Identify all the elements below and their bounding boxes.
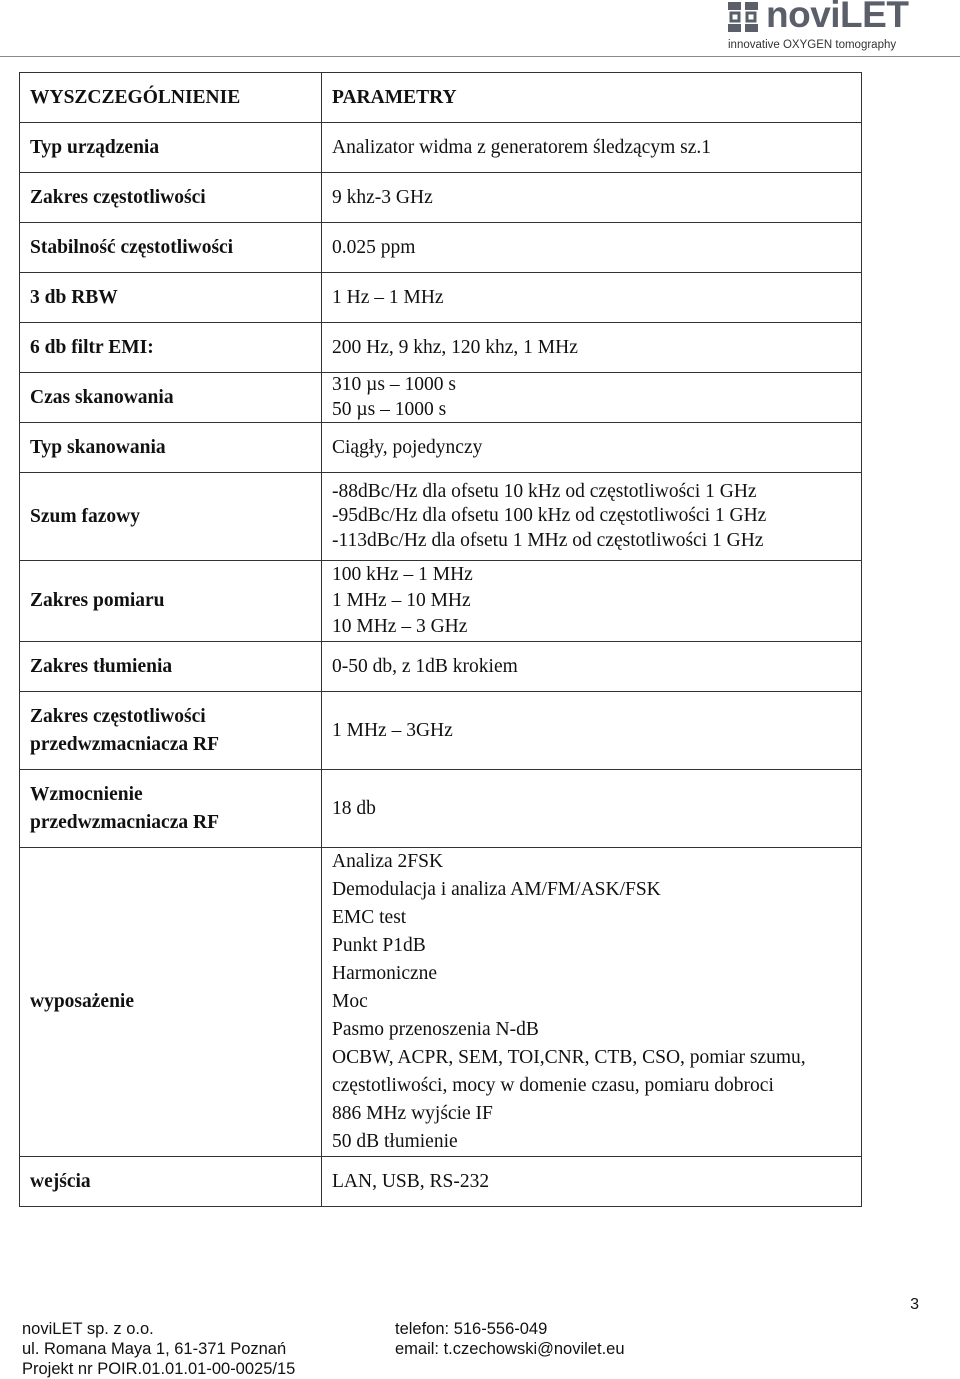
spec-value-line: 200 Hz, 9 khz, 120 khz, 1 MHz [332, 336, 578, 358]
spec-label [20, 123, 322, 173]
spec-value-line: 1 Hz – 1 MHz [332, 286, 444, 308]
spec-value [322, 123, 862, 173]
spec-value-line: 9 khz-3 GHz [332, 186, 433, 208]
footer-company: noviLET sp. z o.o. [22, 1320, 154, 1338]
spec-label-line: wejścia [30, 1170, 91, 1192]
spec-value-line: 100 kHz – 1 MHz [332, 564, 473, 585]
spec-value-line: 886 MHz wyjście IF [332, 1103, 493, 1124]
spec-value-line: -113dBc/Hz dla ofsetu 1 MHz od częstotliwości 1 GHz [332, 529, 764, 551]
spec-value-line: OCBW, ACPR, SEM, TOI,CNR, CTB, CSO, pomiar szumu, [332, 1047, 806, 1068]
column-header-parameters: PARAMETRY [322, 73, 862, 123]
novilet-logo-icon [728, 2, 760, 32]
spec-value [322, 848, 862, 1157]
spec-value [322, 223, 862, 273]
company-logo [710, 0, 960, 56]
spec-label [20, 473, 322, 561]
spec-label [20, 642, 322, 692]
spec-value-line: EMC test [332, 907, 407, 928]
spec-label-line: Zakres pomiaru [30, 590, 165, 611]
table-row [20, 848, 862, 1157]
footer-address: ul. Romana Maya 1, 61-371 Poznań [22, 1340, 287, 1358]
table-row [20, 323, 862, 373]
spec-label-line: 3 db RBW [30, 286, 118, 308]
table-row [20, 373, 862, 423]
table-row [20, 770, 862, 848]
table-row [20, 642, 862, 692]
header-divider [0, 56, 960, 57]
table-row [20, 1157, 862, 1207]
table-row [20, 123, 862, 173]
spec-value [322, 423, 862, 473]
spec-value-line: 0-50 db, z 1dB krokiem [332, 655, 518, 677]
spec-label [20, 1157, 322, 1207]
spec-value-line: -95dBc/Hz dla ofsetu 100 kHz od częstotliwości 1 GHz [332, 505, 767, 527]
column-header-specification: WYSZCZEGÓLNIENIE [20, 73, 322, 123]
spec-value-line: Moc [332, 991, 368, 1012]
spec-label-line: Zakres częstotliwości [30, 186, 206, 208]
spec-value [322, 1157, 862, 1207]
footer-phone: telefon: 516-556-049 [395, 1320, 548, 1338]
spec-value-line: 18 db [332, 797, 376, 819]
spec-label [20, 223, 322, 273]
spec-value [322, 273, 862, 323]
footer-project: Projekt nr POIR.01.01.01-00-0025/15 [22, 1360, 296, 1378]
spec-label [20, 848, 322, 1157]
table-row [20, 223, 862, 273]
spec-value-line: Punkt P1dB [332, 935, 426, 956]
spec-value-line: Harmoniczne [332, 963, 438, 984]
spec-label-line: Stabilność częstotliwości [30, 236, 234, 258]
table-row [20, 692, 862, 770]
spec-label-line: Zakres częstotliwości [30, 705, 206, 727]
spec-label [20, 770, 322, 848]
spec-value [322, 473, 862, 561]
spec-value [322, 173, 862, 223]
spec-value [322, 642, 862, 692]
spec-label [20, 173, 322, 223]
spec-label-line: przedwzmacniacza RF [30, 811, 219, 833]
brand-tagline: innovative OXYGEN tomography [728, 39, 897, 51]
spec-value-line: 0.025 ppm [332, 236, 416, 258]
spec-value-line: -88dBc/Hz dla ofsetu 10 kHz od częstotliwości 1 GHz [332, 480, 757, 502]
spec-label [20, 273, 322, 323]
spec-value-line: 310 µs – 1000 s [332, 374, 456, 395]
specification-table [19, 72, 862, 1207]
spec-value-line: 50 µs – 1000 s [332, 398, 447, 420]
spec-label-line: Typ urządzenia [30, 136, 160, 158]
spec-value [322, 692, 862, 770]
spec-label-line: Typ skanowania [30, 436, 166, 458]
spec-label-line: wyposażenie [30, 991, 134, 1012]
spec-label-line: 6 db filtr EMI: [30, 336, 154, 358]
spec-label-line: Szum fazowy [30, 505, 140, 527]
spec-value-line: Demodulacja i analiza AM/FM/ASK/FSK [332, 879, 661, 900]
table-row [20, 273, 862, 323]
spec-value-line: 10 MHz – 3 GHz [332, 616, 468, 637]
spec-label [20, 561, 322, 642]
table-row [20, 561, 862, 642]
table-row [20, 423, 862, 473]
spec-value-line: Pasmo przenoszenia N-dB [332, 1019, 539, 1040]
spec-value-line: 50 dB tłumienie [332, 1131, 458, 1152]
table-row [20, 473, 862, 561]
spec-value-line: Ciągły, pojedynczy [332, 436, 483, 458]
spec-value-line: LAN, USB, RS-232 [332, 1170, 490, 1192]
spec-value [322, 373, 862, 423]
spec-value-line: 1 MHz – 3GHz [332, 719, 453, 741]
spec-value [322, 770, 862, 848]
spec-label [20, 423, 322, 473]
spec-label [20, 323, 322, 373]
spec-value-line: Analizator widma z generatorem śledzącym sz.1 [332, 136, 712, 158]
spec-value [322, 561, 862, 642]
spec-value-line: 1 MHz – 10 MHz [332, 590, 471, 611]
spec-label-line: Wzmocnienie [30, 783, 143, 805]
table-header-row [20, 73, 862, 123]
spec-value-line: częstotliwości, mocy w domenie czasu, pomiaru dobroci [332, 1075, 774, 1096]
page-number: 3 [910, 1296, 919, 1313]
spec-value [322, 323, 862, 373]
table-row [20, 173, 862, 223]
footer-email: email: t.czechowski@novilet.eu [395, 1340, 625, 1358]
spec-label-line: Zakres tłumienia [30, 655, 173, 677]
spec-label-line: przedwzmacniacza RF [30, 733, 219, 755]
spec-label-line: Czas skanowania [30, 386, 174, 408]
brand-name: noviLET [766, 0, 909, 35]
spec-label [20, 373, 322, 423]
spec-label [20, 692, 322, 770]
spec-value-line: Analiza 2FSK [332, 851, 444, 872]
